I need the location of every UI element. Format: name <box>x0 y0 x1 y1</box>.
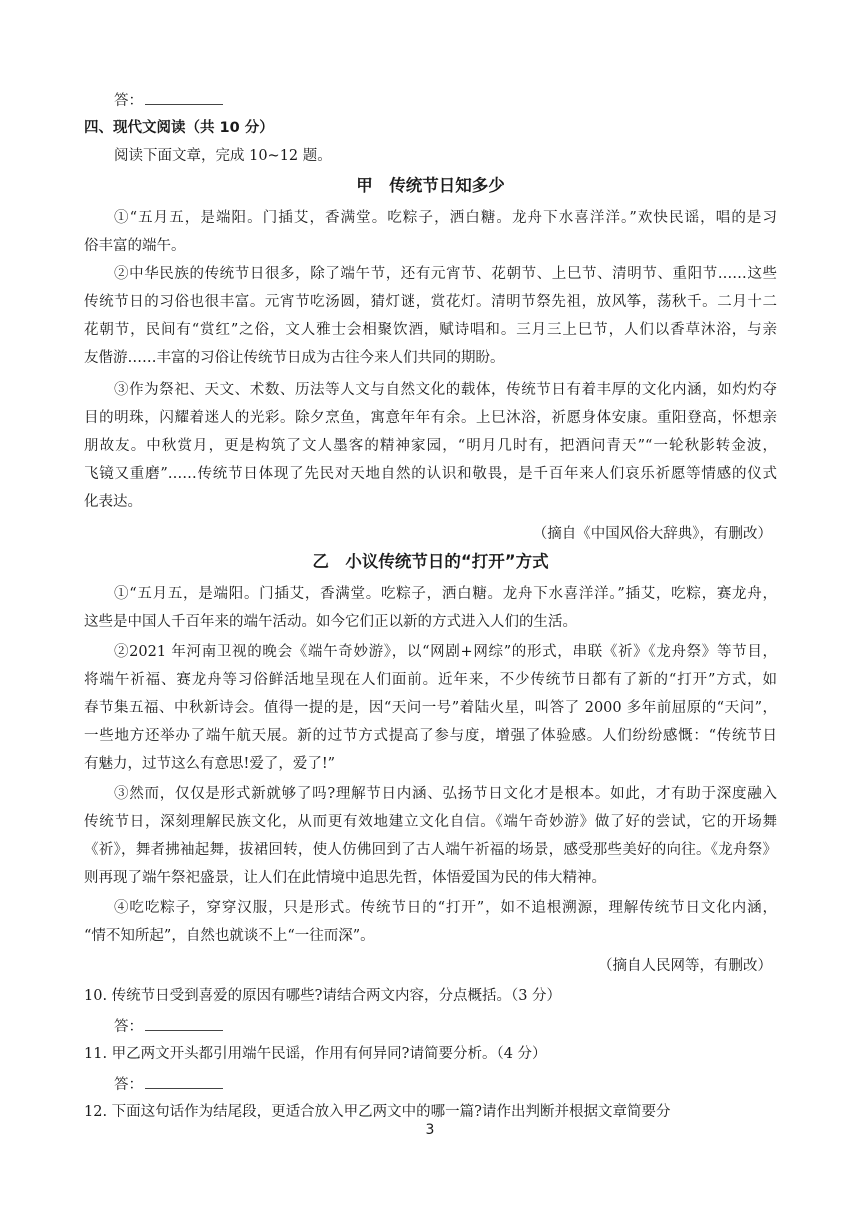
article-b-line: ②2021 年河南卫视的晚会《端午奇妙游》，以“网剧+网综”的形式，串联《祈》《龙舟祭》等节目， <box>114 644 777 660</box>
article-a-line: ②中华民族的传统节日很多，除了端午节，还有元宵节、花朝节、上巳节、清明节、重阳节……这些 <box>114 266 777 282</box>
answer-label: 答： <box>114 93 143 109</box>
question-11: 11. 甲乙两文开头都引用端午民谣，作用有何异同?请简要分析。（4 分） <box>84 1046 547 1062</box>
article-b-source: （摘自人民网等，有删改） <box>598 958 772 974</box>
answer-label: 答： <box>114 1077 143 1093</box>
article-a-line: 友偕游……丰富的习俗让传统节日成为古往今来人们共同的期盼。 <box>84 350 505 366</box>
article-a-line: ③作为祭祀、天文、术数、历法等人文与自然文化的载体，传统节日有着丰厚的文化内涵，如灼灼夺 <box>114 382 777 398</box>
article-b-line: ③然而，仅仅是形式新就够了吗?理解节日内涵、弘扬节日文化才是根本。如此，才有助于深度融入 <box>114 786 777 802</box>
article-a-line: 化表达。 <box>84 494 142 510</box>
article-a-line: 传统节日的习俗也很丰富。元宵节吃汤圆，猜灯谜，赏花灯。清明节祭先祖，放风筝，荡秋千。二月十二 <box>84 294 777 310</box>
reading-instruction: 阅读下面文章，完成 10~12 题。 <box>114 148 332 164</box>
answer-line-top <box>114 90 777 111</box>
answer-blank[interactable] <box>145 1074 223 1089</box>
article-b-line: 传统节日，深刻理解民族文化，从而更有效地建立文化自信。《端午奇妙游》做了好的尝试，它的开场舞 <box>84 814 777 830</box>
answer-label: 答： <box>114 1019 143 1035</box>
article-b-line: ④吃吃粽子，穿穿汉服，只是形式。传统节日的“打开”，如不追根溯源，理解传统节日文化内涵， <box>114 900 777 916</box>
answer-blank[interactable] <box>145 1016 223 1031</box>
article-b-line: 一些地方还举办了端午航天展。新的过节方式提高了参与度，增强了体验感。人们纷纷感慨：“传统节日 <box>84 728 777 744</box>
article-b-line: “情不知所起”，自然也就谈不上“一往而深”。 <box>84 928 375 944</box>
article-a-line: 目的明珠，闪耀着迷人的光彩。除夕烹鱼，寓意年年有余。上巳沐浴，祈愿身体安康。重阳登高，怀想亲 <box>84 410 777 426</box>
article-b-line: 《祈》，舞者拂袖起舞，拔裙回转，使人仿佛回到了古人端午祈福的场景，感受那些美好的向往。《龙舟祭》 <box>84 842 777 858</box>
article-b-line: 这些是中国人千百年来的端午活动。如今它们正以新的方式进入人们的生活。 <box>84 614 577 630</box>
article-a-line: 飞镜又重磨”……传统节日体现了先民对天地自然的认识和敬畏，是千百年来人们哀乐祈愿等情感的仪式 <box>84 466 777 482</box>
article-b-line: 春节集五福、中秋新诗会。值得一提的是，因“天问一号”着陆火星，叫答了 2000 多年前屈原的“天问”， <box>84 700 777 716</box>
question-10: 10. 传统节日受到喜爱的原因有哪些?请结合两文内容，分点概括。（3 分） <box>84 988 562 1004</box>
article-b-title: 乙 小议传统节日的“打开”方式 <box>312 552 549 571</box>
article-a-title: 甲 传统节日知多少 <box>356 176 505 195</box>
question-12: 12. 下面这句话作为结尾段，更适合放入甲乙两文中的哪一篇?请作出判断并根据文章简要分 <box>84 1104 671 1120</box>
answer-blank[interactable] <box>145 90 223 105</box>
article-a-source: （摘自《中国风俗大辞典》，有删改） <box>532 526 772 542</box>
article-a-line: 俗丰富的端午。 <box>84 238 186 254</box>
article-a-line: 花朝节，民间有“赏红”之俗，文人雅士会相聚饮酒，赋诗唱和。三月三上巳节，人们以香草沐浴，与亲 <box>84 322 777 338</box>
article-a-line: 朋故友。中秋赏月，更是构筑了文人墨客的精神家园，“明月几时有，把酒问青天”“一轮秋影转金波， <box>84 438 777 454</box>
article-a-line: ①“五月五，是端阳。门插艾，香满堂。吃粽子，洒白糖。龙舟下水喜洋洋。”欢快民谣，唱的是习 <box>114 210 777 226</box>
article-b-line: 有魅力，过节这么有意思!爱了，爱了!” <box>84 756 336 772</box>
answer-line-q10 <box>114 1016 777 1037</box>
answer-line-q11 <box>114 1074 777 1095</box>
article-b-line: 则再现了端午祭祀盛景，让人们在此情境中追思先哲，体悟爱国为民的伟大精神。 <box>84 870 606 886</box>
section-heading: 四、现代文阅读（共 10 分） <box>84 120 274 136</box>
page-number: 3 <box>425 1122 435 1138</box>
article-b-line: ①“五月五，是端阳。门插艾，香满堂。吃粽子，洒白糖。龙舟下水喜洋洋。”插艾，吃粽，赛龙舟， <box>114 586 777 602</box>
article-b-line: 将端午祈福、赛龙舟等习俗鲜活地呈现在人们面前。近年来，不少传统节日都有了新的“打开”方式，如 <box>84 672 777 688</box>
